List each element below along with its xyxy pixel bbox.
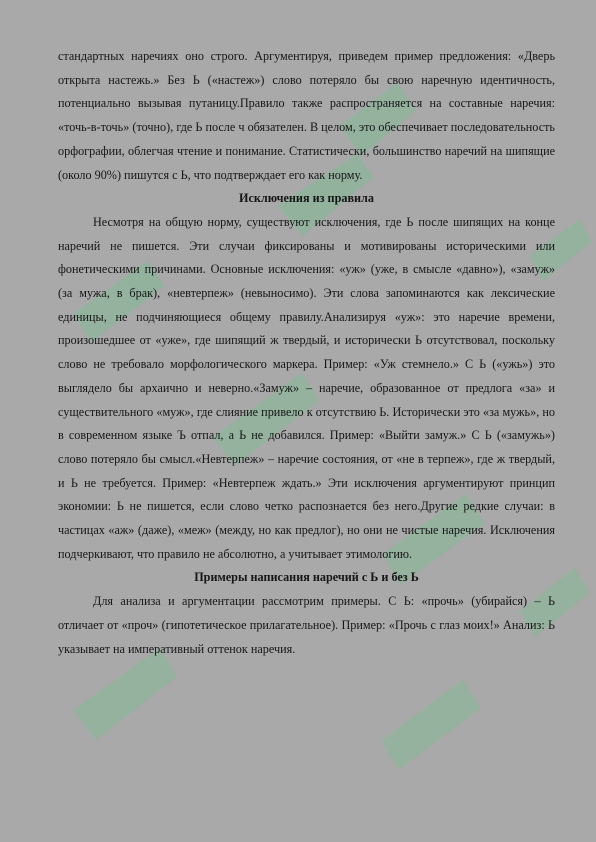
section-heading-exceptions: Исключения из правила — [239, 191, 374, 206]
paragraph-2: Несмотря на общую норму, существуют исключения, где Ь после шипящих на конце наречий не пишется. Эти случаи фиксированы и мотивированы историческими или фонетическими причинами. Основные исключения: «уж» (уже, в смысле «давно»), «замуж» (за мужа, в брак), «невтерпеж» (невыносимо). Эти слова запоминаются как лексические единицы, не подчиняющиеся общему правилу.Анализируя «уж»: это наречие времени, произошедшее от «уже», где шипящий ж твердый, и исторически Ь отсутствовал, поскольку слово не требовало морфологического маркера. Пример: «Уж стемнело.» С Ь («ужь») это выглядело бы архаично и неверно.«Замуж» – наречие, образованное от предлога «за» и существительного «муж», где слияние привело к отсутствию Ь. Исторически это «за мужь», но в современном языке Ъ отпал, а Ь не добавился. Пример: «Выйти замуж.» С Ь («замужь») слово потеряло бы смысл.«Невтерпеж» – наречие состояния, от «не в терпеж», где ж твердый, и Ь не требуется. Пример: «Невтерпеж ждать.» Эти исключения аргументируют принцип экономии: Ь не пишется, если слово четко распознается без него.Другие редкие случаи: в частицах «аж» (даже), «меж» (между, но как предлог), но они не чистые наречия. Исключения подчеркивают, что правило не абсолютно, а учитывает этимологию. — [58, 214, 555, 561]
watermark-mark — [382, 680, 481, 770]
paragraph-1: стандартных наречиях оно строго. Аргументируя, приведем пример предложения: «Дверь открыта настежь.» Без Ь («настеж») слово потеряло бы свою наречную идентичность, потенциально вызывая путаницу.Правило также распространяется на составные наречия: «точь-в-точь» (точно), где Ь после ч обязателен. В целом, это обеспечивает последовательность орфографии, облегчая чтение и понимание. Статистически, большинство наречий на шипящие (около 90%) пишутся с Ь, что подтверждает его как норму. — [58, 49, 555, 182]
paragraph-3: Для анализа и аргументации рассмотрим примеры. С Ь: «прочь» (убирайся) – Ь отличает от «проч» (гипотетическое прилагательное). Пример: «Прочь с глаз моих!» Анализ: Ь указывает на императивный оттенок наречия. — [58, 594, 555, 656]
watermark-mark — [74, 648, 177, 740]
document-body — [58, 45, 555, 661]
section-heading-examples: Примеры написания наречий с Ь и без Ь — [194, 570, 419, 585]
